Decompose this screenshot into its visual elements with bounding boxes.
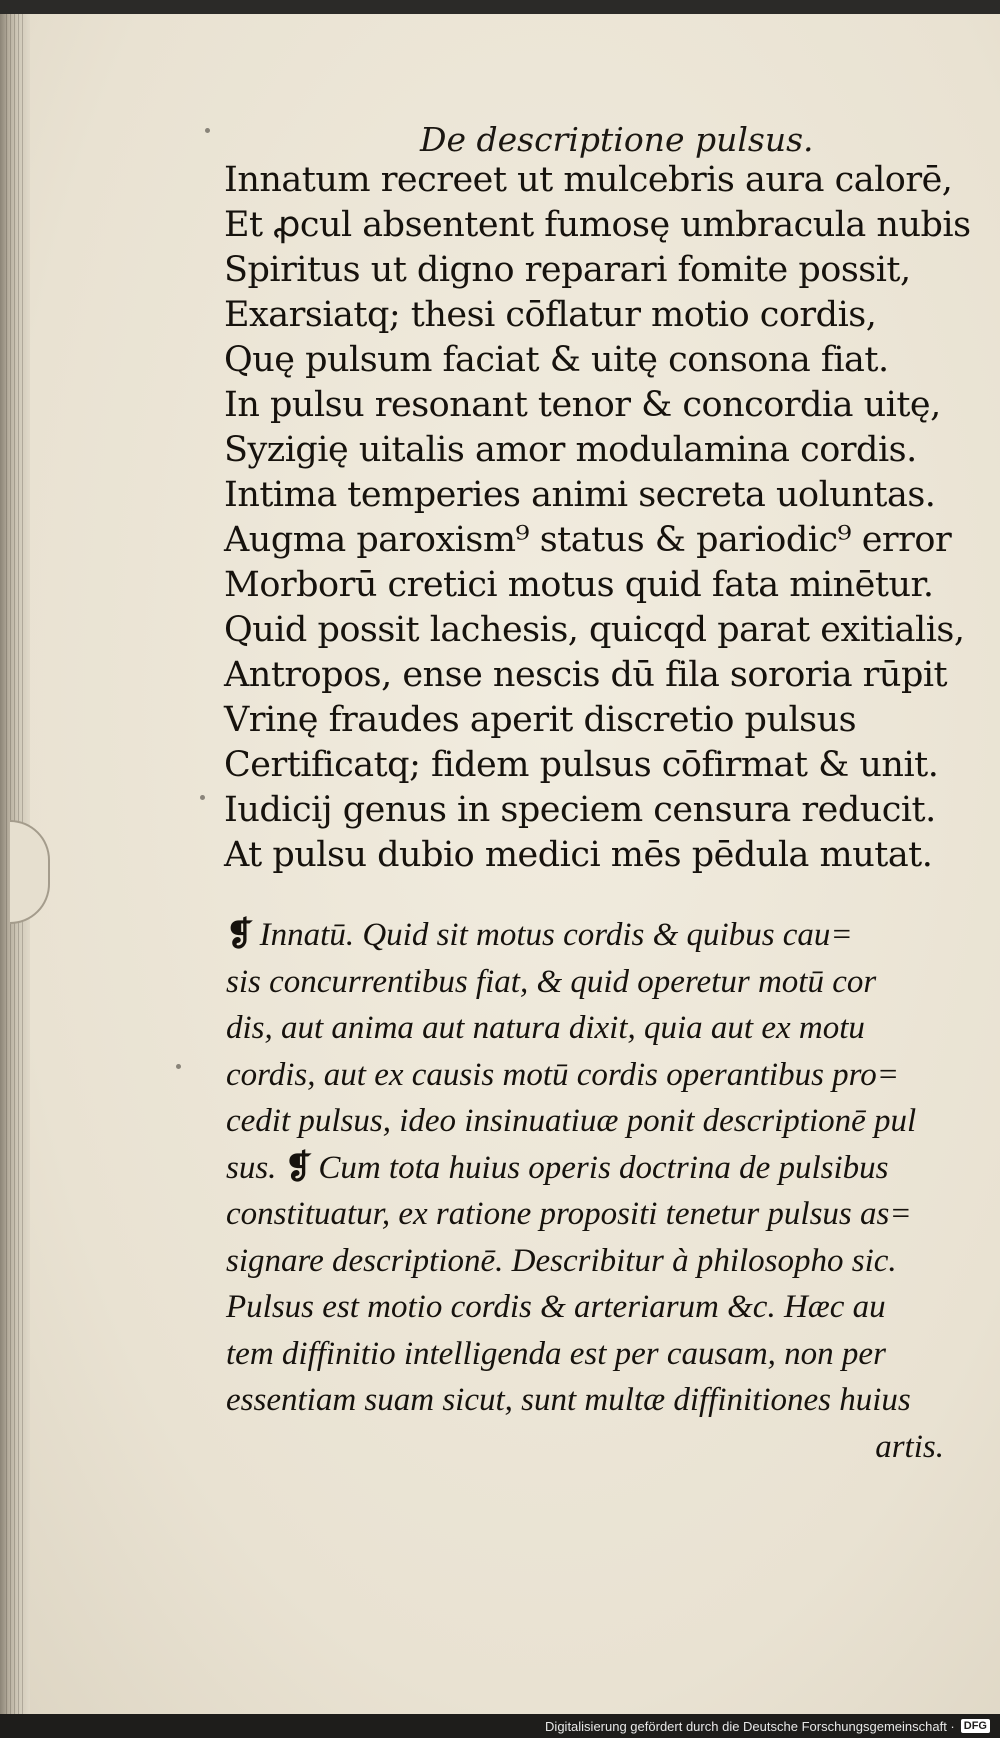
verse-line: Et ꝓcul absentent fumosę umbracula nubis <box>224 205 971 245</box>
verse-line: Intima temperies animi secreta uoluntas. <box>224 475 936 515</box>
verse-line: Augma paroxism⁹ status & pariodic⁹ error <box>224 520 952 560</box>
commentary-line: tem diffinitio intelligenda est per causam, non per <box>226 1335 886 1372</box>
verse-line: Morborū cretici motus quid fata minētur. <box>224 565 934 605</box>
commentary-line: sis concurrentibus fiat, & quid operetur motū cor <box>226 963 877 1000</box>
commentary-line: dis, aut anima aut natura dixit, quia aut ex motu <box>226 1010 865 1046</box>
commentary-block <box>226 912 946 1470</box>
verse-line: Quid possit lachesis, quicqd parat exitialis, <box>224 610 965 650</box>
verse-line: Vrinę fraudes aperit discretio pulsus <box>224 700 857 740</box>
verse-line: Iudicij genus in speciem censura reducit. <box>224 790 936 830</box>
commentary-line: signare descriptionē. Describitur à philosopho sic. <box>226 1242 897 1279</box>
commentary-line: essentiam suam sicut, sunt multæ diffinitiones huius <box>226 1382 911 1418</box>
digitization-footer <box>0 1714 1000 1738</box>
pilcrow-icon: ❡ <box>284 1149 313 1186</box>
verse-line: Innatum recreet ut mulcebris aura calorē, <box>224 160 953 200</box>
dfg-logo-icon: DFG <box>961 1719 990 1733</box>
verse-line: At pulsu dubio medici mēs pēdula mutat. <box>224 835 933 875</box>
verse-line: Quę pulsum faciat & uitę consona fiat. <box>224 340 889 380</box>
verse-line: Certificatq; fidem pulsus cōfirmat & unit. <box>224 745 939 785</box>
running-header: De descriptione pulsus. <box>420 120 814 159</box>
footer-credit: Digitalisierung gefördert durch die Deutsche Forschungsgemeinschaft · <box>545 1718 955 1734</box>
verse-line: Exarsiatq; thesi cōflatur motio cordis, <box>224 295 877 335</box>
commentary-line: Pulsus est motio cordis & arteriarum &c. Hæc au <box>226 1289 886 1325</box>
commentary-line: ❡ Innatū. Quid sit motus cordis & quibus cau= <box>226 917 853 953</box>
commentary-line: sus. ❡ Cum tota huius operis doctrina de pulsibus <box>226 1149 889 1186</box>
verse-line: In pulsu resonant tenor & concordia uitę, <box>224 385 941 425</box>
commentary-line: constituatur, ex ratione propositi tenetur pulsus as= <box>226 1196 912 1232</box>
commentary-line: cordis, aut ex causis motū cordis operantibus pro= <box>226 1056 900 1093</box>
commentary-line: cedit pulsus, ideo insinuatiuæ ponit descriptionē pul <box>226 1103 917 1139</box>
ink-speck <box>205 128 210 133</box>
verse-line: Syzigię uitalis amor modulamina cordis. <box>224 430 917 470</box>
verse-line: Antropos, ense nescis dū fila sororia rūpit <box>224 655 948 695</box>
verse-block <box>224 158 971 878</box>
verse-line: Spiritus ut digno reparari fomite possit, <box>224 250 911 290</box>
ink-speck <box>200 795 205 800</box>
commentary-line: artis. <box>875 1428 944 1465</box>
pilcrow-icon: ❡ <box>226 917 254 953</box>
ink-speck <box>176 1064 181 1069</box>
